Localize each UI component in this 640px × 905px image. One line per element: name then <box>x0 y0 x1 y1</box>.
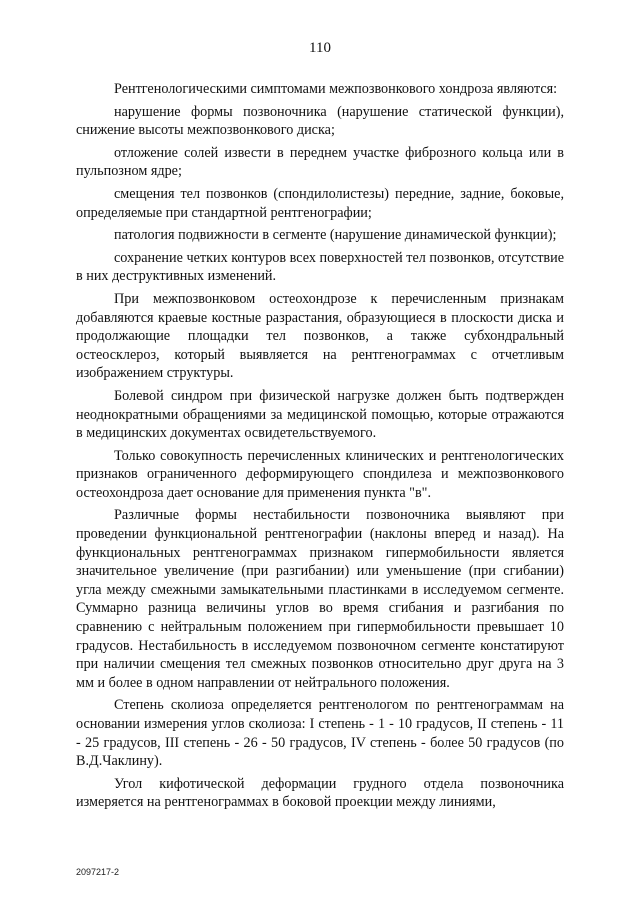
document-code: 2097217-2 <box>76 867 120 877</box>
paragraph-intro: Рентгенологическими симптомами межпозвонкового хондроза являются: <box>114 81 558 97</box>
document-body <box>76 80 564 812</box>
list-item-spine-shape: нарушение формы позвоночника (нарушение статической функции), снижение высоты межпозвонкового диска; <box>76 103 564 139</box>
paragraph-scoliosis-degree: Степень сколиоза определяется рентгенологом по рентгенограммам на основании измерения углов сколиоза: I степень - 1 - 10 градусов, II степень - 11 - 25 градусов, III степень - 26 - 50 градусов, IV степень - более 50 градусов (по В.Д.Чаклину). <box>76 697 564 770</box>
list-item-salt-deposits: отложение солей извести в переднем участке фиброзного кольца или в пульпозном ядре; <box>76 144 564 180</box>
paragraph-instability: Различные формы нестабильности позвоночника выявляют при проведении функциональной рентгенографии (наклоны вперед и назад). На функциональных рентгенограммах признаком гипермобильности является значительное увеличение (при разгибании) или уменьшение (при сгибании) угла между смежными замыкательными пластинками в исследуемом сегменте. Суммарно разница величины углов во время сгибания и разгибания по сравнению с нейтральным положением при гипермобильности превышает 10 градусов. Нестабильность в исследуемом позвоночном сегменте констатируют при наличии смещения тел смежных позвонков относительно друг друга на 3 мм и более в одном направлении от нейтрального положения. <box>76 507 564 691</box>
list-item-clear-contours: сохранение четких контуров всех поверхностей тел позвонков, отсутствие в них деструктивных изменений. <box>76 249 564 285</box>
list-item-spondylolisthesis: смещения тел позвонков (спондилолистезы) передние, задние, боковые, определяемые при стандартной рентгенографии; <box>76 185 564 221</box>
paragraph-pain-syndrome: Болевой синдром при физической нагрузке должен быть подтвержден неоднократными обращениями за медицинской помощью, которые отражаются в медицинских документах освидетельствуемого. <box>76 387 564 442</box>
paragraph-combination: Только совокупность перечисленных клинических и рентгенологических признаков ограниченного деформирующего спондилеза и межпозвонкового остеохондроза дает основание для применения пункта "в". <box>76 447 564 501</box>
paragraph-osteochondrosis: При межпозвонковом остеохондрозе к перечисленным признакам добавляются краевые костные разрастания, образующиеся в плоскости диска и продолжающие площадки тел позвонков, а также субхондральный остеосклероз, который выявляется на рентгенограммах с отчетливым изображением структуры. <box>76 290 564 382</box>
paragraph-kyphosis-angle: Угол кифотической деформации грудного отдела позвоночника измеряется на рентгенограммах в боковой проекции между линиями, <box>76 775 564 811</box>
list-item-mobility-pathology: патология подвижности в сегменте (нарушение динамической функции); <box>114 227 557 244</box>
page-number: 110 <box>309 40 331 56</box>
